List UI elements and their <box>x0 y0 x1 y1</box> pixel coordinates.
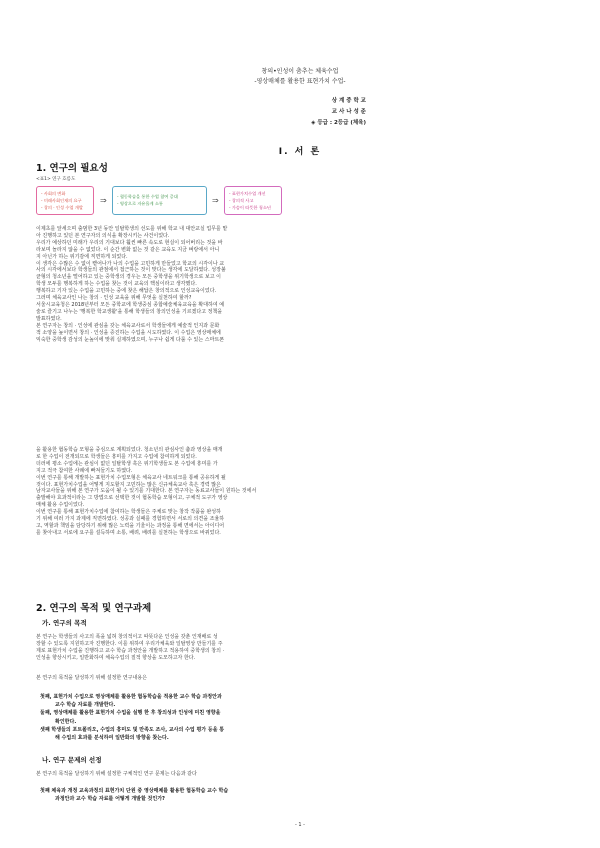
list-item <box>40 709 560 717</box>
text-line: 발표하였다. <box>36 315 62 322</box>
text-line: 본 연구자는 창의 · 인성에 관심을 갖는 체육교사로서 학생들에게 예술적 인지과 문화 <box>36 322 220 329</box>
list-item-cont: 과정안과 교수 학습 자료를 어떻게 개발할 것인가? <box>55 796 165 803</box>
text-line: 서울시교육청은 2018년부터 모든 중학교에 학생중심 종합예술체육교육을 확대하여 예 <box>36 301 225 308</box>
text-line: 균형의 청소년을 떨어하고 있는 중학생의 경우는 모든 중학생을 위기학생으로 보고 이 <box>36 274 221 281</box>
text-line: 장할 수 있도록 지원하고자 진행한다. 이를 위하여 우리가체육와 일탈영상 만들기를 주 <box>36 640 223 647</box>
flow-box1-line: - 미래사회인재의 요구 <box>41 198 82 203</box>
text-line: 이 생각은 수많은 수 없이 뻗어나가 나의 수업을 고민하게 만들었고 학교의 시각이나 교 <box>36 260 225 267</box>
text-line: 사의 시각에서보다 학생들의 관점에서 접근하는 것이 맞다는 생각에 도달하였다. 성장불 <box>36 267 226 274</box>
problems-list <box>40 787 560 803</box>
flow-arrow-1: ⇒ <box>100 196 107 205</box>
goal-label: 셋째 <box>40 726 50 733</box>
list-item-cont: 해 수업의 효과를 분석하여 일반화의 방향을 찾는다. <box>55 735 169 742</box>
text-line: 을 활용한 협동학습 모형을 중심으로 계획되었다. 청소년의 관심사인 춤과 영상을 매개 <box>36 447 223 453</box>
flow-box-background <box>36 186 94 215</box>
school-name: 상 계 중 학 교 <box>331 98 366 104</box>
grade-label: ◈ 등급 : 2등급 (체육) <box>311 120 366 126</box>
text-line: 이번 연구를 통해 개발하는 표현가치 수업모형은 체육교사 네트워크를 통해 공유하게 될 <box>36 474 226 481</box>
text-line: 이제초를 앞세으며 출범한 3년 동안 일탈학생의 선도를 위해 학교 내 대안교실 업무를 맡 <box>36 226 228 232</box>
intro-paragraph <box>36 226 566 343</box>
purpose-paragraph <box>36 634 566 662</box>
flow-box1-line: - 창의 · 인성 수업 개발 <box>41 205 83 210</box>
text-line: 제로 표현가치 수업을 진행하고 교수 학습 과정안을 개발하고 적용하여 중학생의 창의 · <box>36 647 225 654</box>
text-line: 그러며 체육교사인 나는 창의 · 인성 교육을 위해 무엇을 실천하여 할까? <box>36 295 192 302</box>
text-line: 것이다. 표현가치수업을 어떻게 지도할지 고민하는 많은 신규체육교사 혹은 경력 많은 <box>36 481 221 488</box>
flow-box2-line: - 협동학습을 통한 수업 참여 증대 <box>117 194 178 199</box>
text-line: 매체 활용 수업이었다. <box>36 502 85 509</box>
flow-box-outcome <box>224 186 282 215</box>
figure-caption: <표1> 연구 흐름도 <box>36 177 76 182</box>
text-line: 아 진행하고 있던 본 연구자의 의식을 확장시키는 사건이었다. <box>36 232 170 239</box>
flow-arrow-2: ⇒ <box>212 196 219 205</box>
goal-text: 영상매체를 활용한 표현가치 수업을 실행 한 후 창의성과 인성에 미친 영향을 <box>53 710 221 717</box>
purpose-intro-line: 본 연구의 목적을 달성하기 위해 설정한 연구내용은 <box>36 675 147 681</box>
text-line: 남자교사들을 위해 본 연구가 도움이 될 수 있기를 기대한다. 본 연구자는 동료교사들이 원하는 것에서 <box>36 488 257 495</box>
text-line: 기 위해 여러 가지 과제에 직면하였다. 성공과 실패를 경험하면서 서로의 의견을 조율하 <box>36 516 225 523</box>
list-item <box>40 787 560 795</box>
goal-text: 표현가치 수업으로 영상매체를 활용한 협동학습을 적용한 교수 학습 과정안과 <box>53 694 222 700</box>
text-line: 를 찾아내고 서로에 요구를 설득하며 소통, 배려, 배려를 실천하는 학생으로 바뀌었다. <box>36 529 221 536</box>
text-line: 출발해야 효과적이라는 그 방법으로 선택한 것이 협동학습 모형이고, 구체적 도구가 영상 <box>36 495 228 502</box>
subsection-heading-purpose: 2. 연구의 목적 및 연구과제 <box>36 603 152 614</box>
text-line: 지고 적극 참여한 사례에 빠져들기도 하였다. <box>36 467 133 474</box>
page-number: - 1 - <box>295 822 305 828</box>
list-item <box>40 726 560 734</box>
goal-text: 학생들의 포트폴리오, 수업의 흥미도 및 만족도 조사, 교사의 수업 평가 등을 통 <box>51 726 225 733</box>
goal-label: 둘째, <box>40 710 52 717</box>
subsection-heading-need: 1. 연구의 필요성 <box>36 163 108 174</box>
text-line: 우리가 예상하던 미래가 우리의 기대보다 훨씬 빠른 속도로 현실이 되어버리는 것을 바 <box>36 239 223 246</box>
section-heading: Ⅰ. 서 론 <box>278 147 322 157</box>
flow-box3-line: - 창의적 사고 <box>229 198 254 203</box>
flow-box3-line: - 표현가치수업 개선 <box>229 191 266 196</box>
list-item <box>40 693 560 701</box>
goals-list <box>40 693 560 742</box>
sub-heading-purpose: 가. 연구의 목적 <box>42 619 87 627</box>
text-line: 라보며 놀라지 않을 수 없었다. 이 순간 변화 없는 것 같은 교육도 지금 벼랑에서 아니 <box>36 246 220 253</box>
flow-box2-line: - 영상으로 자유롭게 소통 <box>117 201 163 206</box>
text-line: 더러에 평소 수업에는 관심이 없던 일탈학생 혹은 위기학생들도 본 수업에 흥미를 가 <box>36 460 218 467</box>
text-line: 지 아닌가 하는 위기감에 직면하게 되었다. <box>36 253 128 260</box>
text-line: 적 소양을 높이면서 창의 · 인성을 증진하는 수업을 시도하였다. 이 수업은 영상매체에 <box>36 329 221 336</box>
problem-text: 체육과 개정 교육과정의 표현가치 단원 중 영상매체를 활용한 협동학습 교수 학습 <box>51 788 229 794</box>
teacher-name: 교 사 나 성 준 <box>331 109 366 115</box>
problem-label: 첫째 <box>40 788 50 794</box>
text-line: 행복하고 기자 있는 수업을 고민하는 중에 찾은 해답은 창의적으로 인성교육이었다. <box>36 288 217 295</box>
text-line: 고, 역할과 책임을 담당하기 위해 많은 노력을 기울이는 과정을 통해 면에서는 아이디어 <box>36 522 225 529</box>
text-line: 익숙한 중학생 감성의 눈높이에 맞춰 실제하였으며, 누구나 쉽게 다룰 수 있는 스마트폰 <box>36 336 225 343</box>
flow-box-method <box>112 186 207 215</box>
text-line: 학생 모두를 행복하게 하는 수업을 찾는 것이 교육의 핵심이라고 생각했다. <box>36 281 197 288</box>
doc-title: 창의•인성이 춤추는 체육수업 <box>261 68 339 75</box>
list-item-cont: 확인한다. <box>55 718 77 725</box>
text-line: 본 연구는 학생들의 사고의 폭을 넓혀 창의적이고 따뜻다운 인성을 갖춘 인재배로 성 <box>36 634 218 640</box>
sub-heading-problem: 나. 연구 문제의 선정 <box>42 756 102 764</box>
intro-paragraph-continued <box>36 447 566 537</box>
flow-box3-line: - 가슴이 따뜻한 청소년 <box>229 205 271 210</box>
text-line: 술로 즐기고 나누는 '행복한 학교생활'을 통해 학생들의 창의인성을 기르겠다고 정책을 <box>36 308 223 315</box>
doc-subtitle: -영상매체를 활용한 표현가치 수업- <box>254 78 346 85</box>
flow-box1-line: - 사회의 변화 <box>41 191 66 196</box>
list-item-cont: 교수 학습 자료를 개발한다. <box>55 702 116 709</box>
text-line: 이번 연구를 통해 표현가치수업에 참여하는 학생들은 주체로 맞는 창작 작품을 완성하 <box>36 509 221 516</box>
problem-intro-line: 본 연구의 목적을 달성하기 위해 설정한 구체적인 연구 문제는 다음과 같다 <box>36 771 197 777</box>
goal-label: 첫째, <box>40 694 52 700</box>
text-line: 로 한 수업이 전개되므로 학생들은 흥미를 가지고 수업에 참여하게 되었다. <box>36 453 197 460</box>
text-line: 인성을 향상시키고, 일반화하여 체육수업의 질적 향상을 도모하고자 한다. <box>36 654 196 661</box>
